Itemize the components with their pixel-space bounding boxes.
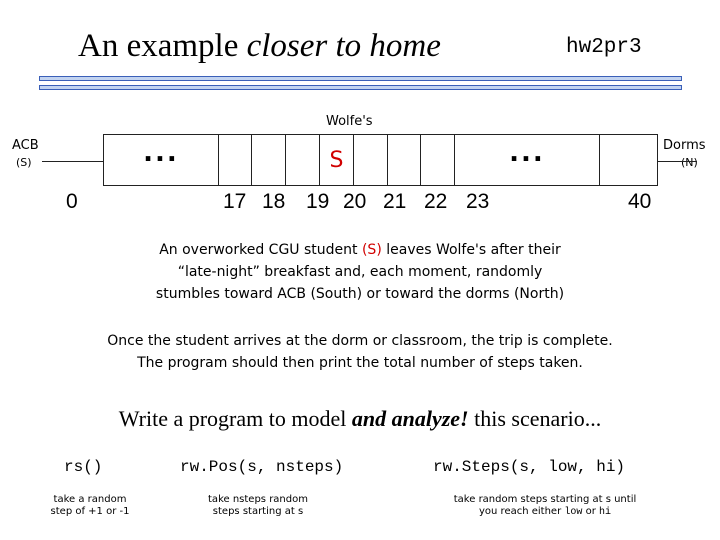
position-label: 20 [343, 190, 367, 213]
south-connector [42, 161, 104, 162]
position-label: 23 [466, 190, 490, 213]
function-signature-rs: rs() [64, 458, 103, 476]
track-cell-right-ellipsis: ... [455, 135, 600, 185]
position-label: 22 [424, 190, 448, 213]
track-cell [219, 135, 252, 185]
scenario-line: An overworked CGU student (S) leaves Wolfe's after their [159, 242, 561, 258]
track-cell-left-ellipsis: ... [104, 135, 219, 185]
function-description-rwsteps: take random steps starting at s until you reach either low or hi [453, 494, 637, 518]
task-statement: Write a program to model and analyze! this scenario... [118, 406, 602, 431]
scenario-paragraph [0, 239, 720, 305]
track-cell [421, 135, 455, 185]
position-label: 17 [223, 190, 247, 213]
slide-title: An example closer to home [78, 28, 441, 64]
function-description-rwpos: take nsteps random steps starting at s [208, 494, 308, 517]
wolfes-label: Wolfe's [326, 114, 373, 129]
title-divider-bottom [39, 85, 682, 90]
hw-label: hw2pr3 [566, 36, 642, 59]
track-cell [388, 135, 421, 185]
track-cell [354, 135, 388, 185]
track-cell [286, 135, 320, 185]
position-track [103, 134, 658, 186]
dorms-north-label: (N) [681, 156, 698, 169]
acb-label: ACB [12, 138, 39, 153]
completion-line: The program should then print the total number of steps taken. [137, 355, 583, 371]
completion-paragraph [0, 330, 720, 374]
function-signature-rwsteps: rw.Steps(s, low, hi) [433, 458, 626, 476]
position-label: 21 [383, 190, 407, 213]
completion-line: Once the student arrives at the dorm or classroom, the trip is complete. [107, 333, 613, 349]
function-signature-rwpos: rw.Pos(s, nsteps) [180, 458, 344, 476]
track-cell-end [600, 135, 659, 185]
scenario-line: stumbles toward ACB (South) or toward the dorms (North) [155, 286, 565, 302]
position-label: 40 [628, 190, 652, 213]
track-cell-student [320, 135, 354, 185]
acb-south-label: (S) [16, 156, 32, 169]
position-label: 0 [66, 190, 78, 213]
student-marker: S [329, 147, 344, 173]
track-cell [252, 135, 286, 185]
function-description-rs: take a random step of +1 or -1 [50, 494, 130, 517]
dorms-label: Dorms [663, 138, 706, 153]
position-label: 19 [306, 190, 330, 213]
scenario-line: “late-night” breakfast and, each moment, randomly [177, 264, 543, 280]
north-connector [657, 161, 697, 162]
position-label: 18 [262, 190, 286, 213]
title-divider-top [39, 76, 682, 81]
